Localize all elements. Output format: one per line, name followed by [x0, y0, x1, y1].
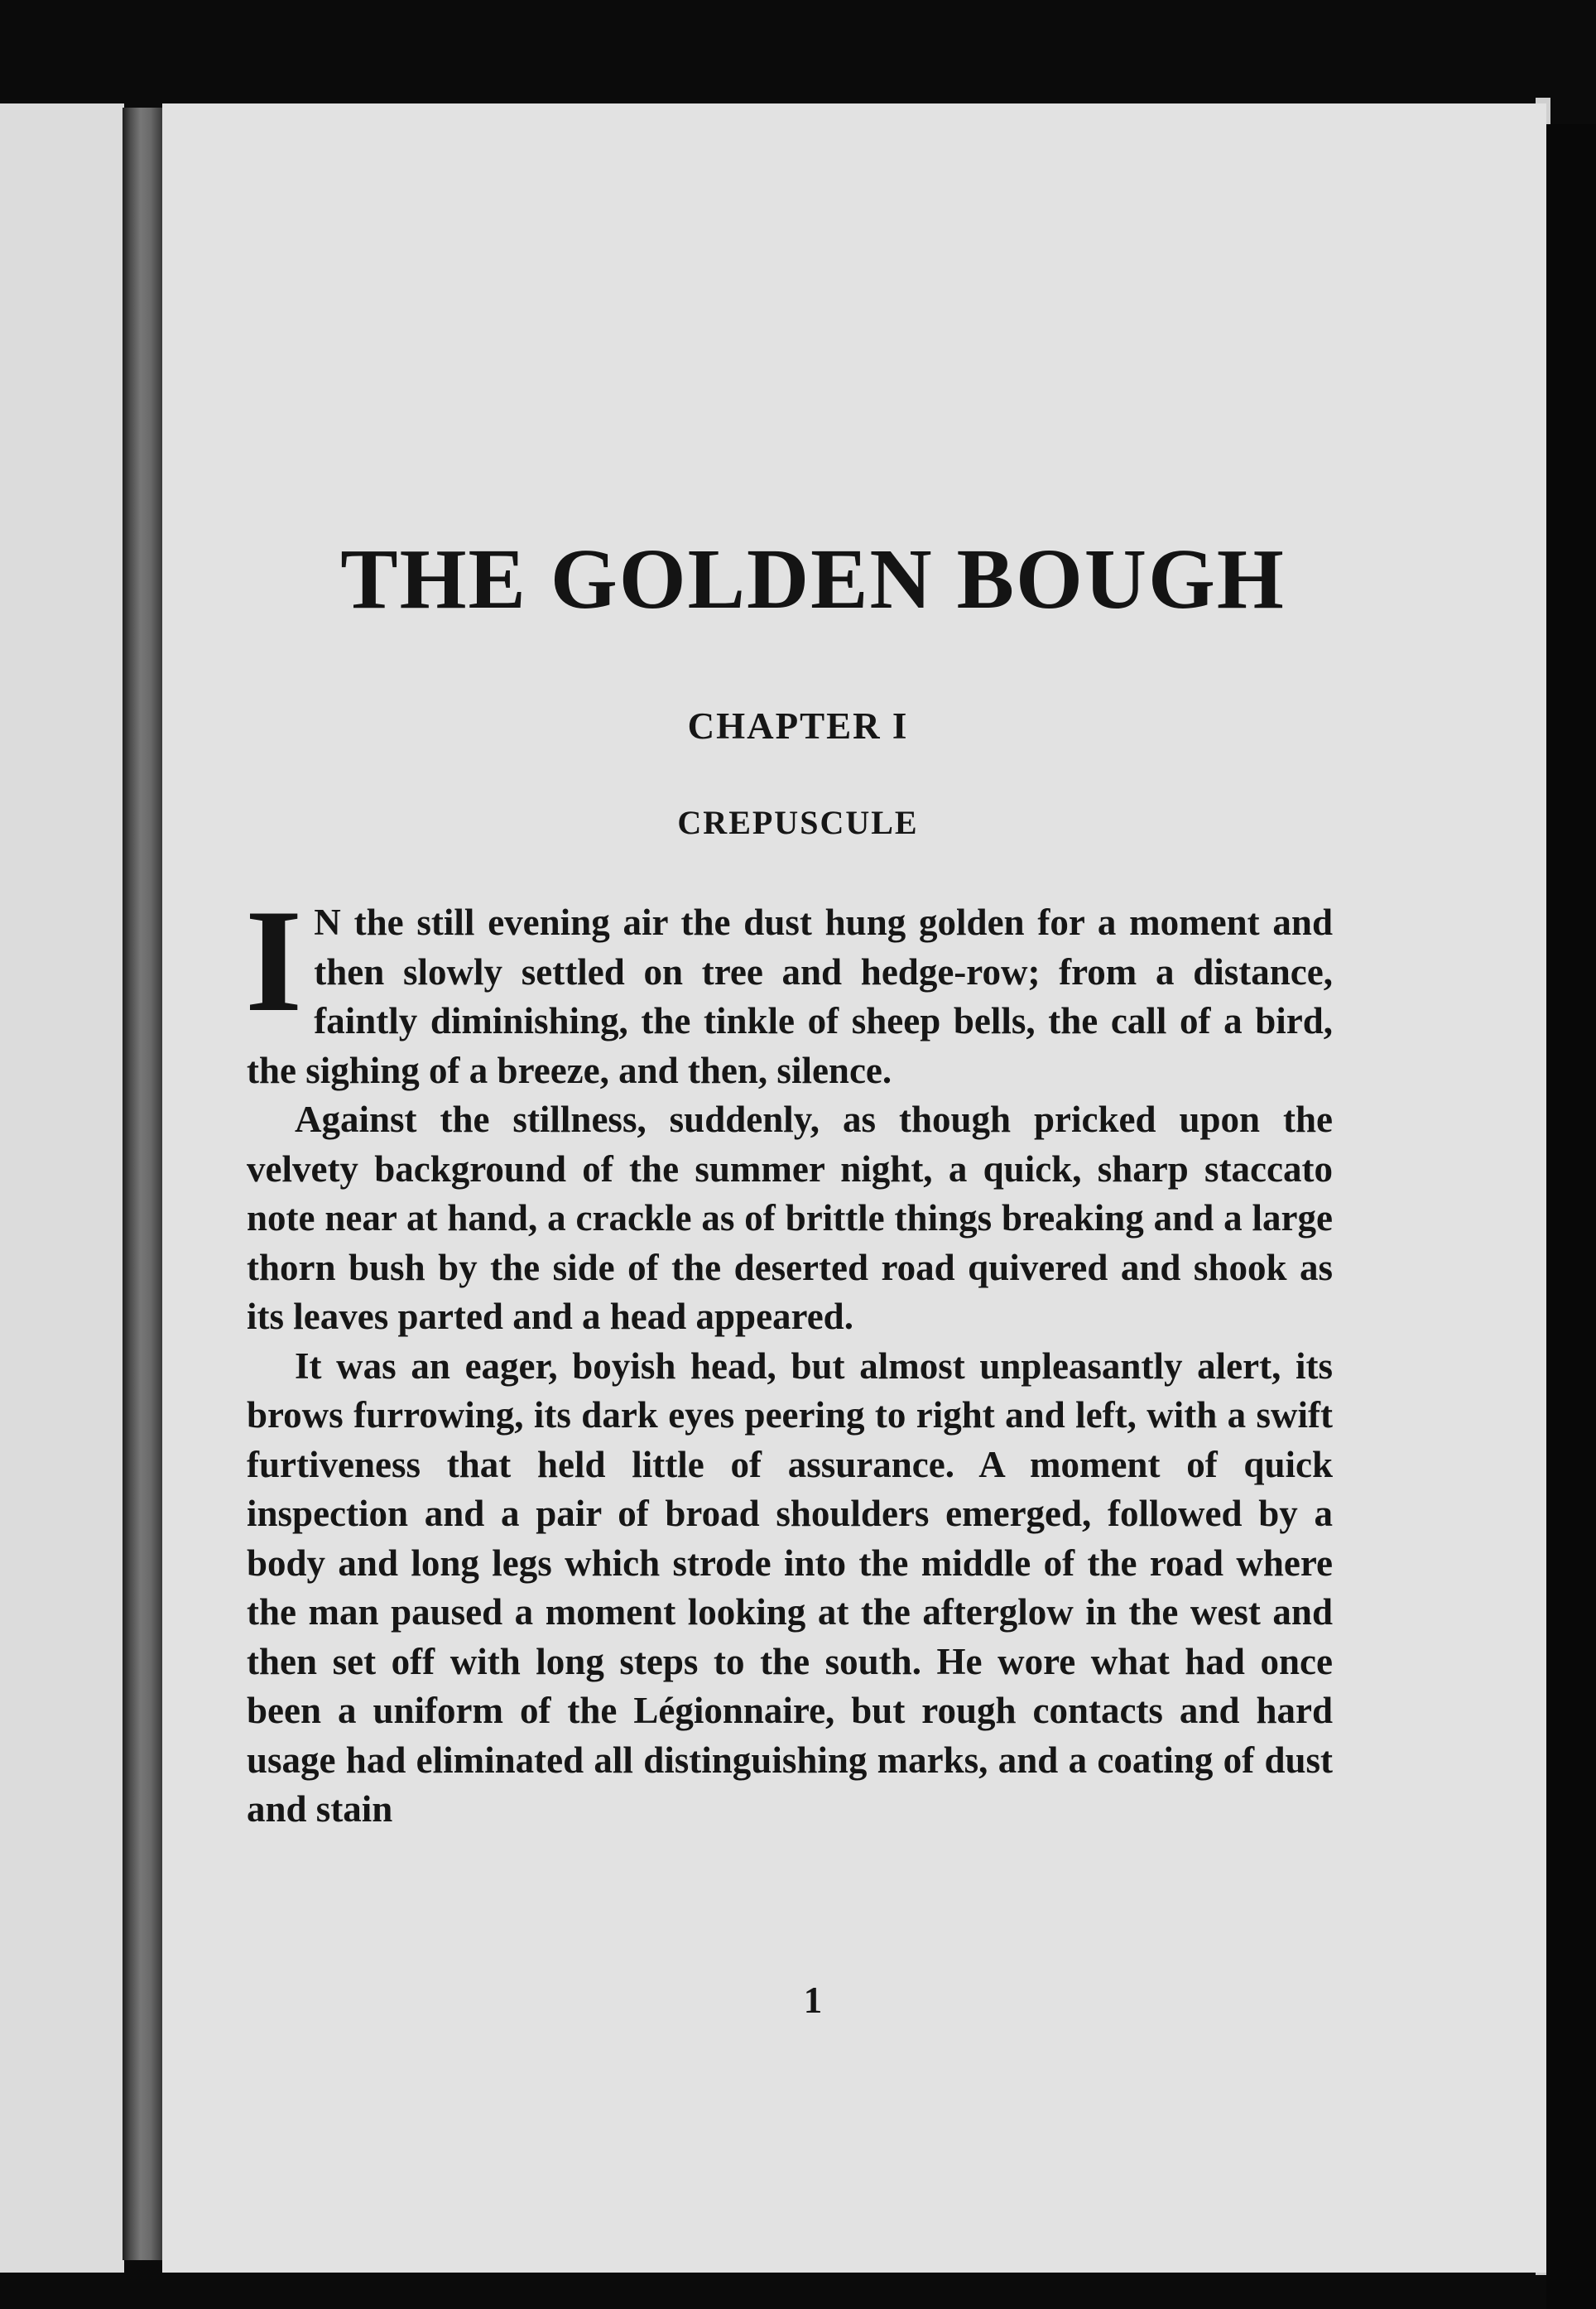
paragraph-1: [245, 878, 1333, 1095]
paragraph-3: It was an eager, boyish head, but almost unpleasantly alert, its brows furrowing, its dark eyes peering to right and left, with a swift furtiveness that held little of assurance. A moment of quick inspection and a pair of broad shoulders emerged, followed by a body and long legs which strode into the middle of the road where the man paused a moment looking at the afterglow in the west and then set off with long steps to the south. He wore what had once been a uniform of the Légionnaire, but rough contacts and hard usage had eliminated all distinguishing marks, and a coating of dust and stain: [247, 1345, 1333, 1830]
paragraph-2: Against the stillness, suddenly, as though pricked upon the velvety background of the summer night, a quick, sharp staccato note near at hand, a crackle as of brittle things breaking and a large thorn bush by the side of the deserted road quivered and shook as its leaves parted and a head appeared.: [247, 1099, 1333, 1337]
paragraph-1-text: N the still evening air the dust hung golden for a moment and then slowly settled on tree and hedge-row; from a distance, faintly diminishing, the tinkle of sheep bells, the call of a bird, the sighing of a breeze, and then, silence.: [247, 902, 1333, 1091]
body-text: [245, 878, 1333, 1835]
facing-page: [0, 103, 124, 2273]
book-gutter: [123, 108, 162, 2260]
chapter-title: CREPUSCULE: [677, 804, 919, 841]
drop-cap: I: [245, 878, 303, 1042]
book-title: THE GOLDEN BOUGH: [340, 532, 1286, 627]
chapter-number: CHAPTER I: [687, 705, 909, 747]
page-number: 1: [803, 1979, 823, 2021]
